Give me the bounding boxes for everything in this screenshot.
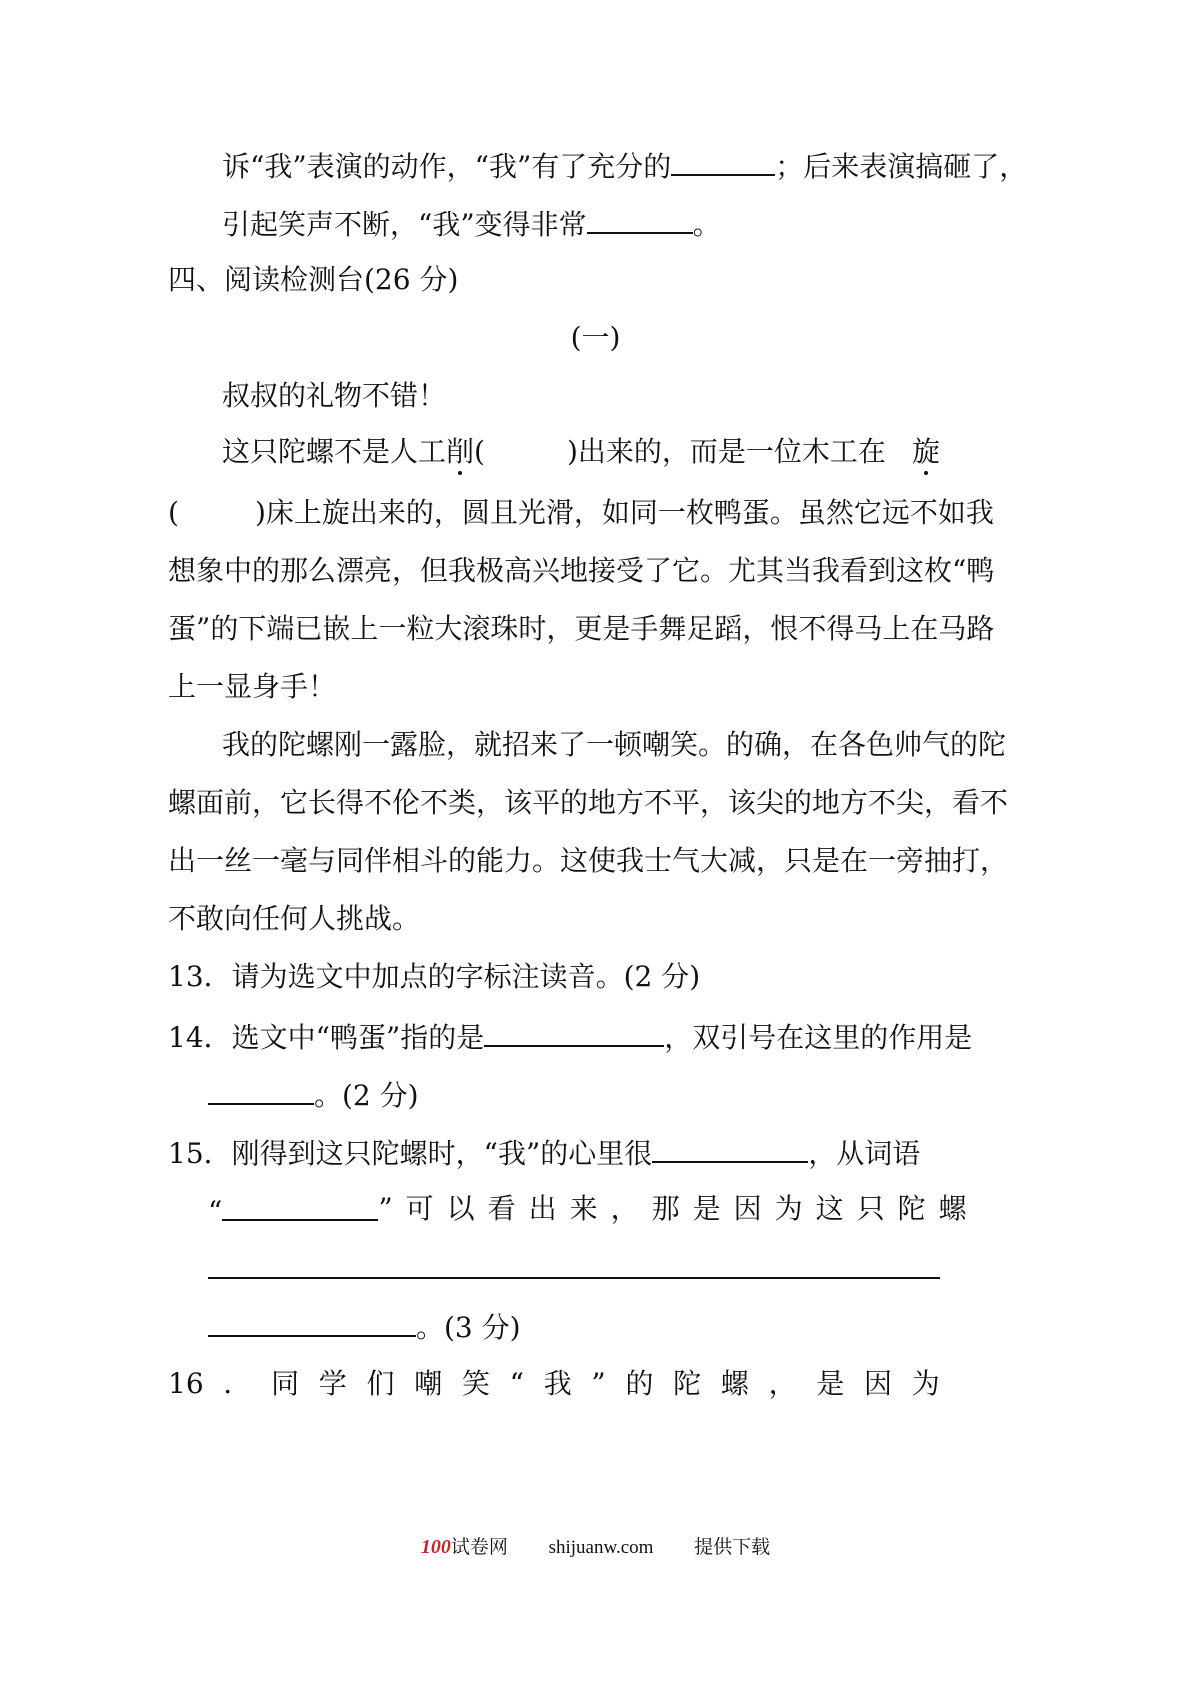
- text: 为: [911, 1367, 940, 1400]
- answer-blank[interactable]: [222, 1195, 378, 1221]
- text: 这只陀螺不是人工: [222, 435, 447, 468]
- passage-line: [168, 496, 994, 529]
- passage-line: 不敢向任何人挑战。: [168, 902, 421, 935]
- site-logo: 100: [420, 1536, 451, 1558]
- site-name: 试卷网: [450, 1537, 508, 1558]
- passage-line: 上一显身手！: [168, 670, 337, 703]
- question-15: [168, 1137, 920, 1168]
- text: )出来的，而是一位木工在: [566, 435, 886, 468]
- text: 15．刚得到这只陀螺时，“我”的心里很: [168, 1137, 653, 1170]
- question-16: [168, 1367, 940, 1400]
- passage-line: [222, 435, 940, 468]
- passage-line: 蛋”的下端已嵌上一粒大滚珠时，更是手舞足蹈，恨不得马上在马路: [168, 612, 995, 645]
- text: ，双引号在这里的作用是: [664, 1021, 973, 1054]
- site-url[interactable]: shijuanw.com: [548, 1537, 654, 1558]
- text: 。(2 分): [314, 1079, 419, 1112]
- text: 16: [168, 1367, 204, 1400]
- text: 是: [816, 1367, 845, 1400]
- answer-blank[interactable]: [652, 1137, 808, 1163]
- answer-blank[interactable]: [208, 1079, 314, 1105]
- question-14-cont: [208, 1079, 419, 1110]
- text: 诉“我”表演的动作，“我”有了充分的: [222, 150, 672, 183]
- passage-line: 螺面前，它长得不伦不类，该平的地方不平，该尖的地方不尖，看不: [168, 786, 1009, 819]
- text: 14．选文中“鸭蛋”指的是: [168, 1021, 485, 1054]
- section-heading: 四、阅读检测台(26 分): [168, 263, 459, 296]
- text: ”可以看出来，那是因为这只陀螺: [378, 1192, 980, 1225]
- question-14: [168, 1021, 972, 1052]
- text: 。(3 分): [416, 1311, 521, 1344]
- text: 同: [271, 1367, 300, 1400]
- text: 因: [864, 1367, 893, 1400]
- passage-line: 我的陀螺刚一露脸，就招来了一顿嘲笑。的确，在各色帅气的陀: [222, 728, 1007, 761]
- text: 的: [625, 1367, 654, 1400]
- page-footer: [0, 1532, 1191, 1559]
- dotted-char: 削: [446, 435, 475, 468]
- text: 学: [318, 1367, 347, 1400]
- text-line: [222, 208, 721, 239]
- passage-line: 出一丝一毫与同伴相斗的能力。这使我士气大减，只是在一旁抽打，: [168, 844, 1009, 877]
- text: ，从词语: [808, 1137, 921, 1170]
- text: (: [474, 435, 485, 468]
- answer-blank[interactable]: [671, 150, 775, 176]
- question-15-end: [208, 1311, 521, 1342]
- text: ，: [768, 1367, 797, 1400]
- text: 笑: [461, 1367, 490, 1400]
- answer-blank[interactable]: [484, 1021, 664, 1047]
- text: 们: [366, 1367, 395, 1400]
- question-15-cont: [208, 1192, 980, 1228]
- text: 我: [543, 1367, 572, 1400]
- text: 螺: [720, 1367, 749, 1400]
- text: 嘲: [414, 1367, 443, 1400]
- passage-line: 想象中的那么漂亮，但我极高兴地接受了它。尤其当我看到这枚“鸭: [168, 554, 995, 587]
- text-line: [222, 150, 1027, 181]
- question-13: 13．请为选文中加点的字标注读音。(2 分): [168, 960, 701, 993]
- text: “: [208, 1195, 223, 1228]
- dotted-char: 旋: [911, 435, 940, 468]
- text: ；后来表演搞砸了，: [775, 150, 1028, 183]
- text: “: [509, 1367, 524, 1400]
- text: ．: [223, 1367, 252, 1400]
- answer-blank[interactable]: [208, 1253, 940, 1279]
- answer-blank[interactable]: [587, 208, 693, 234]
- passage-title: 叔叔的礼物不错！: [222, 379, 447, 412]
- part-heading: (一): [570, 321, 621, 354]
- text: )床上旋出来的，圆且光滑，如同一枚鸭蛋。虽然它远不如我: [254, 496, 994, 529]
- download-note: 提供下载: [694, 1537, 771, 1558]
- text: 陀: [673, 1367, 702, 1400]
- text: (: [168, 496, 179, 529]
- answer-blank[interactable]: [208, 1311, 416, 1337]
- text: 。: [692, 208, 721, 241]
- text: 引起笑声不断，“我”变得非常: [222, 208, 587, 241]
- question-15-line: [208, 1253, 940, 1284]
- text: ”: [591, 1367, 606, 1400]
